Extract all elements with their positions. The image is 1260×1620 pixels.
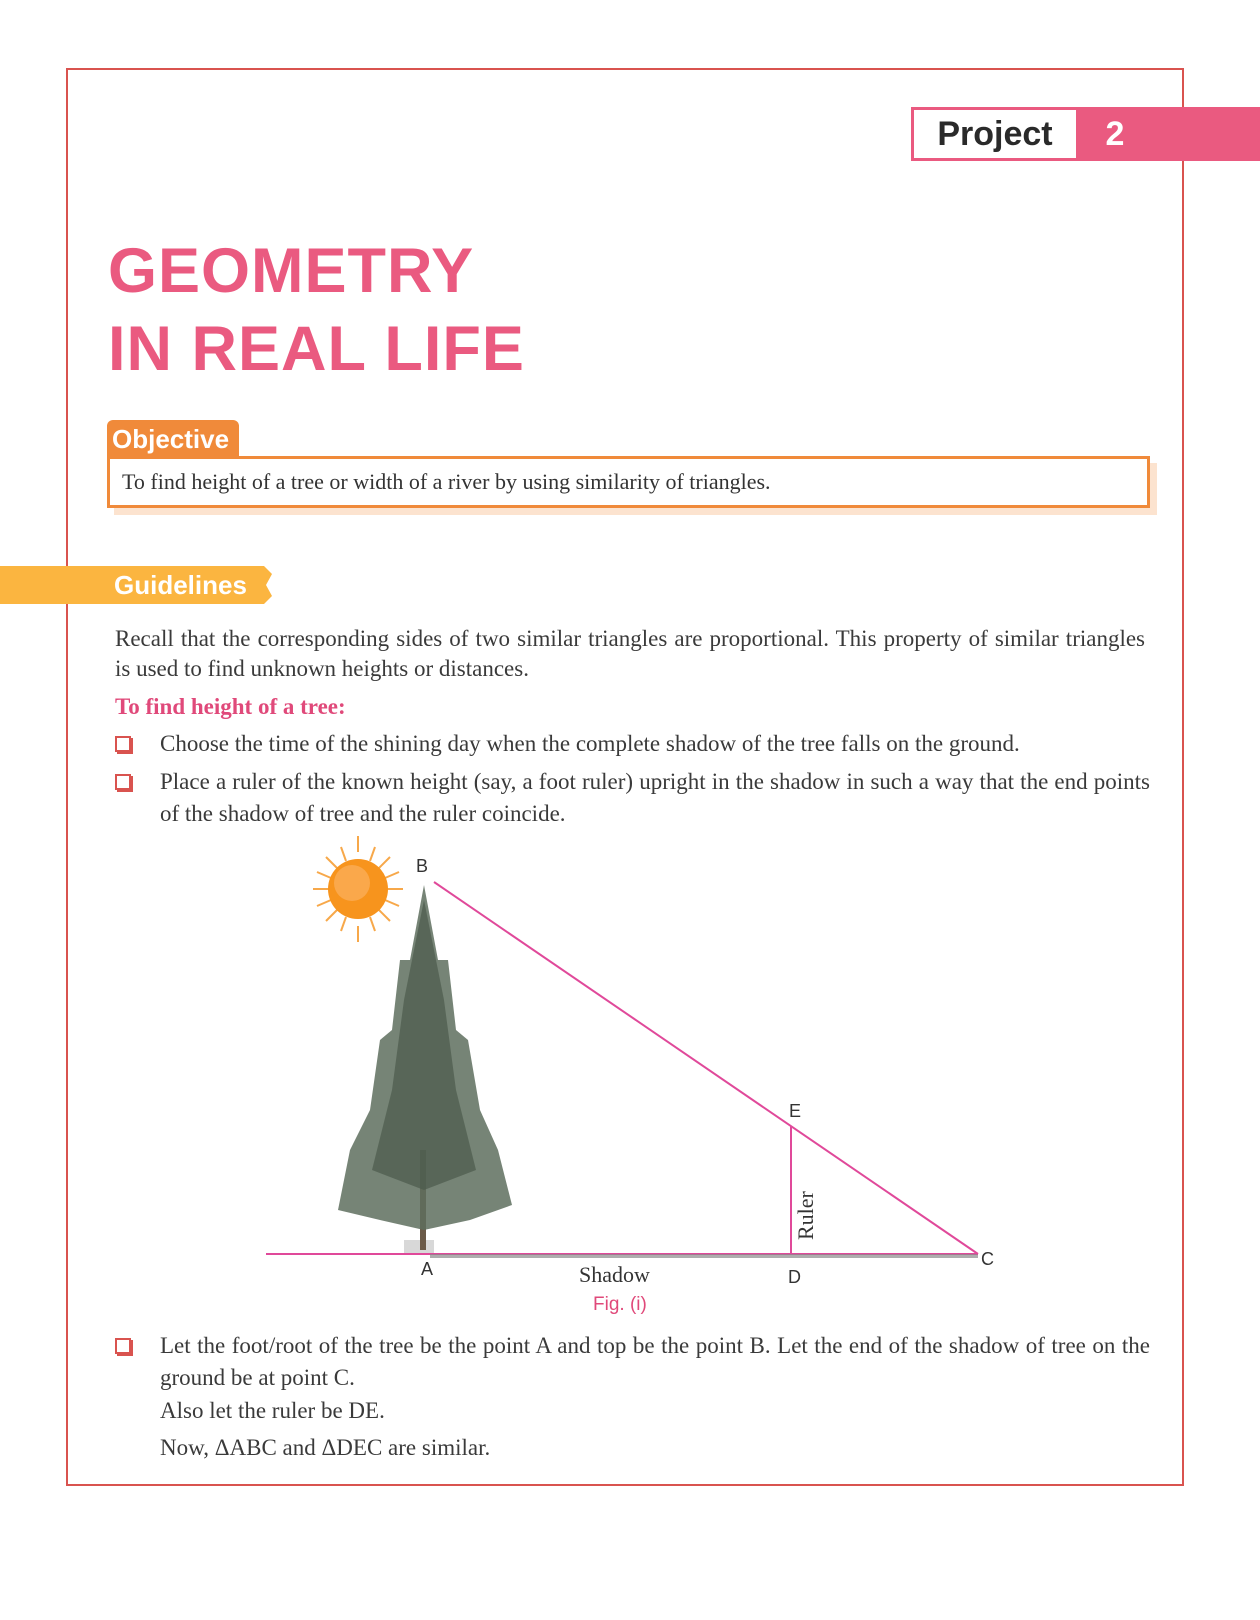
title-line-2: IN REAL LIFE <box>108 314 525 384</box>
checkbox-icon <box>115 1338 131 1354</box>
project-label: Project <box>911 107 1079 161</box>
point-d-label: D <box>788 1267 801 1287</box>
point-c-label: C <box>981 1249 994 1269</box>
list-item-text: Place a ruler of the known height (say, a foot ruler) upright in the shadow in such a way that the end points of the shadow of tree and the ruler coincide. <box>160 769 1150 826</box>
line-bc <box>434 882 978 1254</box>
intro-paragraph: Recall that the corresponding sides of two similar triangles are proportional. This property of similar triangles is used to find unknown heights or distances. <box>115 626 1145 681</box>
similarity-statement: Now, ΔABC and ΔDEC are similar. <box>160 1435 491 1460</box>
point-a-label: A <box>421 1259 434 1279</box>
sun-icon <box>313 836 403 942</box>
shadow-label: Shadow <box>579 1262 650 1287</box>
shadow-band <box>430 1254 978 1258</box>
title-line-1: GEOMETRY <box>108 236 475 306</box>
list-item-text: Choose the time of the shining day when the complete shadow of the tree falls on the ground. <box>160 731 1020 756</box>
ruler-statement: Also let the ruler be DE. <box>160 1398 385 1423</box>
tree-icon <box>338 885 512 1254</box>
ruler-label: Ruler <box>793 1191 818 1240</box>
list-item <box>115 1330 1150 1394</box>
objective-text: To find height of a tree or width of a river by using similarity of triangles. <box>107 456 1150 508</box>
point-b-label: B <box>416 856 429 876</box>
objective-label: Objective <box>107 420 239 458</box>
guidelines-label: Guidelines <box>114 570 247 600</box>
figure-caption: Fig. (i) <box>593 1294 647 1315</box>
project-number: 2 <box>1105 114 1125 153</box>
list-item-text: Let the foot/root of the tree be the point A and top be the point B. Let the end of the shadow of tree on the ground be at point C. <box>160 1333 1150 1390</box>
subheading: To find height of a tree: <box>115 694 346 719</box>
point-e-label: E <box>789 1101 802 1121</box>
